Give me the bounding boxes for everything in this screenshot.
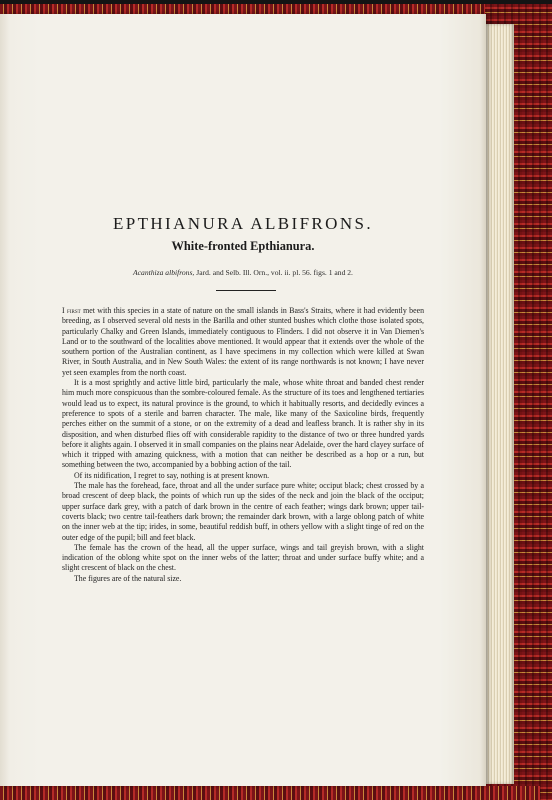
paragraph-figures-note [62,574,424,584]
synonym-name: Acanthiza albifrons, [133,268,195,277]
paragraph-text: met with this species in a state of nature on the small islands in Bass's Straits, where it had evidently been breeding, as I observed several old nests in the Barilla and other stunted bushes which clothe those isolated spots, particularly Chalky and Green Islands, immediately contiguous to Flinders. I did not observe it in Van Diemen's Land or to the southward of the localities above mentioned. It would appear that it extends over the whole of the southern portion of the Australian continent, as I have specimens in my collection which were killed at Swan River, in South Australia, and in New South Wales: the extent of its range northwards is not known; I have never yet seen examples from the north coast. [62,306,424,377]
paragraph-text: The figures are of the natural size. [74,573,182,583]
paragraph-text: It is a most sprightly and active little bird, particularly the male, whose white throat and banded chest render him much more conspicuous than the sombre-coloured female. As the structure of its toes and lengthened tertiaries would lead us to expect, its natural province is the ground, to which it habitually resorts, and decidedly evinces a preference to spots of a sterile and barren character. The male, like many of the Saxicoline birds, frequently perches either on the summit of a stone, or on the extremity of a dead and leafless branch. It is rather shy in its disposition, and when disturbed flies off with considerable rapidity to the distance of two or three hundred yards before it alights again. I observed it in small companies on the plains near Adelaide, over the hard clayey surface of which it tripped with amazing quickness, with a motion that can neither be described as a hop or a run, but something between the two, accompanied by a bobbing action of the tail. [62,378,424,470]
paragraph-range [62,306,424,378]
paragraph-male-description [62,481,424,543]
synonym-reference [0,268,486,277]
paragraph-text: The female has the crown of the head, all the upper surface, wings and tail greyish brown, with a slight indication of the oblong white spot on the inner webs of the latter; throat and under surface buffy white; and a slight crescent of black on the chest. [62,542,424,573]
bottom-marbled-edge [0,786,540,800]
paragraph-lead: I first [62,306,81,315]
paragraph-text: The male has the forehead, face, throat and all the under surface pure white; occiput black; chest crossed by a broad crescent of deep black, the points of which run up the sides of the neck and join the black of the occiput; upper surface dark grey, with a patch of dark brown in the centre of each feather; wings dark brown; upper tail-coverts black; two centre tail-feathers dark brown; the remainder dark brown, with a large oblong patch of white on the inner web at the tip; irides, in some, beautiful reddish buff, in others yellow with a slight tinge of red on the outer edge of the pupil; bill and feet black. [62,481,424,542]
paragraph-nidification [62,471,424,481]
synonym-citation: Jard. and Selb. Ill. Orn., vol. ii. pl. 56. figs. 1 and 2. [196,268,353,277]
book-page [0,14,486,786]
title-divider [216,290,276,291]
paragraph-habits [62,378,424,471]
paragraph-text: Of its nidification, I regret to say, nothing is at present known. [74,470,270,480]
paragraph-female-description [62,543,424,574]
page-fore-edge [484,24,514,784]
species-title: EPTHIANURA ALBIFRONS. [112,214,374,233]
common-name: White-fronted Epthianura. [171,239,315,253]
body-text [62,306,424,584]
